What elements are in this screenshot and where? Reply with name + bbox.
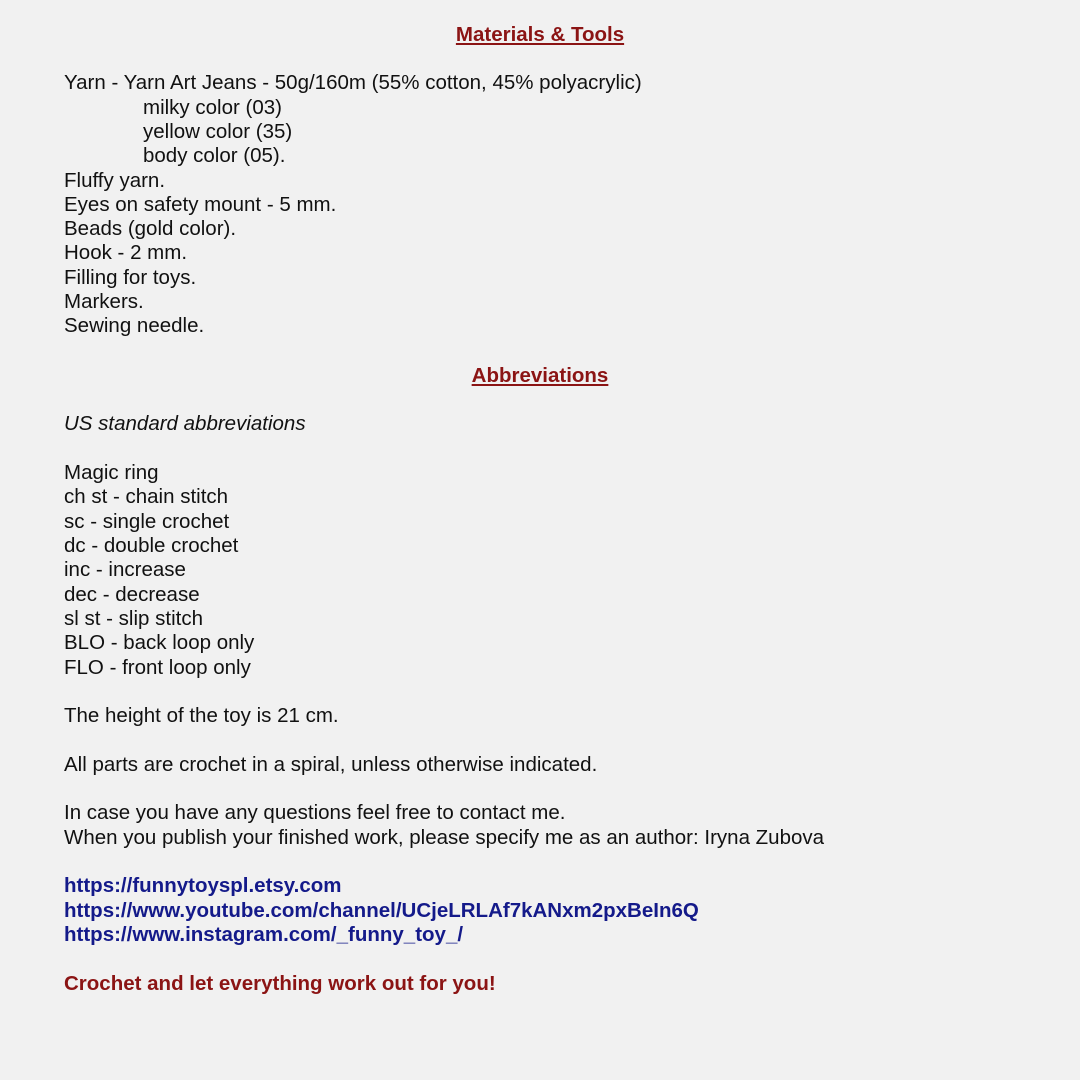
youtube-link[interactable]: https://www.youtube.com/channel/UCjeLRLAf7kANxm2pxBeIn6Q (64, 899, 699, 922)
abbreviation-item: dec - decrease (64, 583, 200, 606)
abbreviation-item: ch st - chain stitch (64, 485, 229, 508)
abbreviation-item: BLO - back loop only (64, 631, 255, 654)
material-item: Filling for toys. (64, 266, 197, 289)
material-item: Sewing needle. (64, 314, 205, 337)
spiral-note: All parts are crochet in a spiral, unless otherwise indicated. (64, 753, 598, 776)
material-item: Markers. (64, 290, 144, 313)
etsy-link[interactable]: https://funnytoyspl.etsy.com (64, 874, 342, 897)
author-note: When you publish your finished work, please specify me as an author: Iryna Zubova (64, 826, 825, 849)
instagram-link[interactable]: https://www.instagram.com/_funny_toy_/ (64, 923, 464, 946)
material-item: Beads (gold color). (64, 217, 237, 240)
abbreviations-heading: Abbreviations (471, 364, 609, 387)
abbreviations-standard: US standard abbreviations (64, 412, 306, 435)
abbreviation-item: inc - increase (64, 558, 186, 581)
material-item: Hook - 2 mm. (64, 241, 188, 264)
material-item: Eyes on safety mount - 5 mm. (64, 193, 337, 216)
closing-message: Crochet and let everything work out for you! (64, 972, 496, 995)
abbreviation-item: FLO - front loop only (64, 656, 251, 679)
yarn-line: Yarn - Yarn Art Jeans - 50g/160m (55% cotton, 45% polyacrylic) (64, 71, 642, 94)
toy-height-note: The height of the toy is 21 cm. (64, 704, 339, 727)
yarn-color-yellow: yellow color (35) (143, 120, 293, 143)
abbreviation-item: sl st - slip stitch (64, 607, 203, 630)
abbreviation-item: Magic ring (64, 461, 159, 484)
abbreviation-item: sc - single crochet (64, 510, 230, 533)
contact-note: In case you have any questions feel free to contact me. (64, 801, 566, 824)
yarn-color-body: body color (05). (143, 144, 286, 167)
materials-heading: Materials & Tools (455, 23, 625, 46)
abbreviation-item: dc - double crochet (64, 534, 239, 557)
material-item: Fluffy yarn. (64, 169, 166, 192)
yarn-color-milky: milky color (03) (143, 96, 282, 119)
